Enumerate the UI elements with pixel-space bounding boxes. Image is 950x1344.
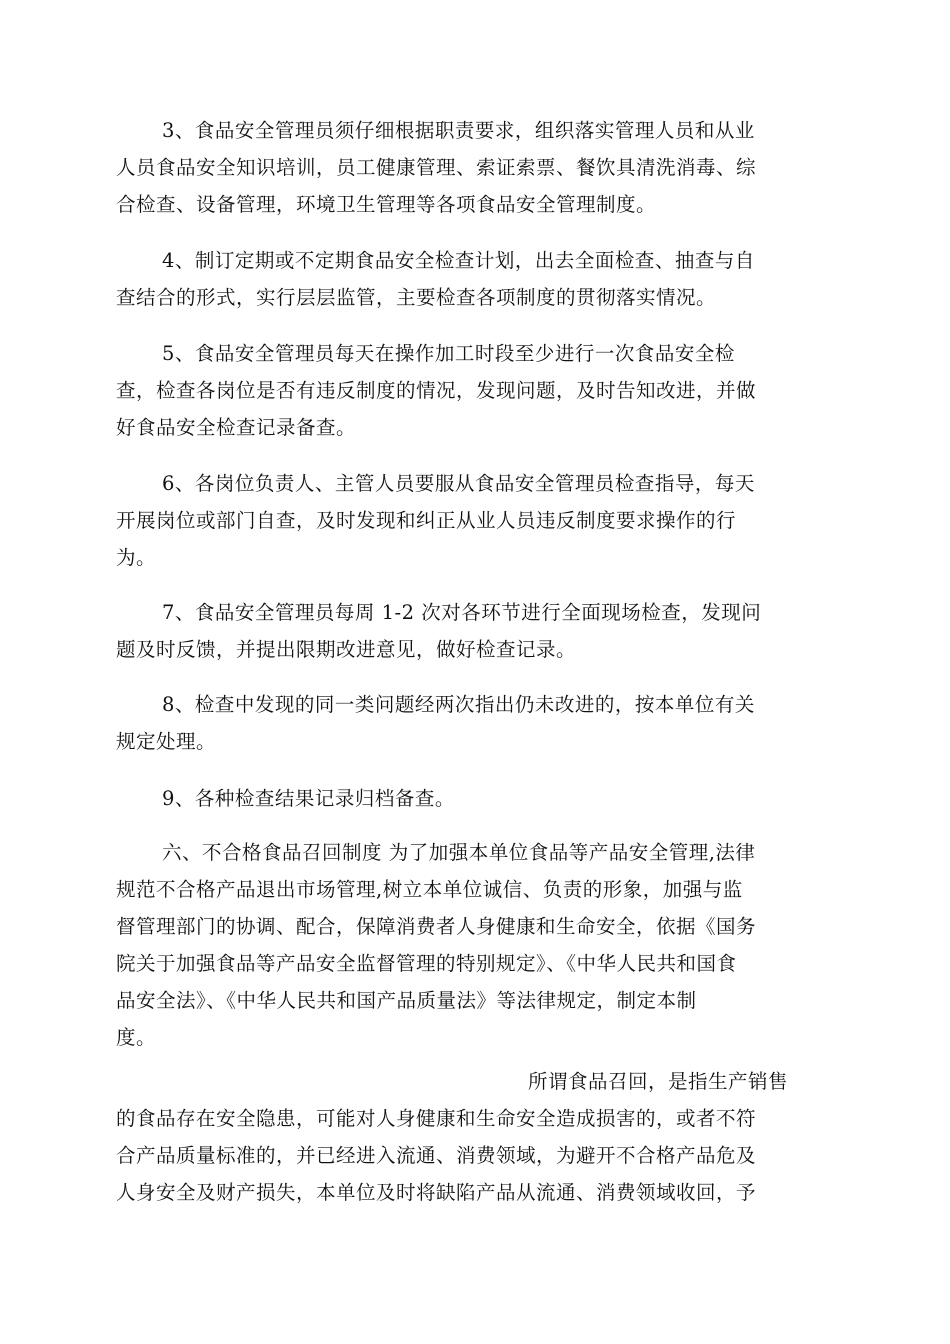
text-line: 院关于加强食品等产品安全监督管理的特别规定》、《中华人民共和国食 xyxy=(116,952,737,975)
text-line: 查，检查各岗位是否有违反制度的情况，发现问题，及时告知改进，并做 xyxy=(116,379,757,402)
paragraph-item-7 xyxy=(116,594,836,668)
text-line: 5、食品安全管理员每天在操作加工时段至少进行一次食品安全检 xyxy=(162,342,735,365)
text-line: 题及时反馈，并提出限期改进意见，做好检查记录。 xyxy=(116,638,577,661)
text-line: 好食品安全检查记录备查。 xyxy=(116,416,357,439)
text-line: 9、各种检查结果记录归档备查。 xyxy=(162,787,455,810)
text-line: 合产品质量标准的，并已经进入流通、消费领域，为避开不合格产品危及 xyxy=(116,1144,757,1167)
text-line: 6、各岗位负责人、主管人员要服从食品安全管理员检查指导，每天 xyxy=(162,472,755,495)
text-line: 所谓食品召回，是指生产销售 xyxy=(528,1070,789,1093)
text-line: 督管理部门的协调、配合，保障消费者人身健康和生命安全，依据《国务 xyxy=(116,915,757,938)
text-line: 开展岗位或部门自查，及时发现和纠正从业人员违反制度要求操作的行 xyxy=(116,509,737,532)
text-line: 合检查、设备管理，环境卫生管理等各项食品安全管理制度。 xyxy=(116,193,657,216)
text-line: 六、不合格食品召回制度 为了加强本单位食品等产品安全管理,法律 xyxy=(162,841,756,864)
text-line: 8、检查中发现的同一类问题经两次指出仍未改进的，按本单位有关 xyxy=(162,693,755,716)
text-line: 的食品存在安全隐患，可能对人身健康和生命安全造成损害的，或者不符 xyxy=(116,1107,757,1130)
paragraph-item-4 xyxy=(116,242,836,316)
text-line: 规范不合格产品退出市场管理,树立本单位诚信、负责的形象，加强与监 xyxy=(116,878,743,901)
text-line: 4、制订定期或不定期食品安全检查计划，出去全面检查、抽查与自 xyxy=(162,249,755,272)
text-line: 度。 xyxy=(116,1026,157,1049)
paragraph-item-9 xyxy=(116,780,836,817)
paragraph-item-5 xyxy=(116,335,836,446)
text-line: 7、食品安全管理员每周 1-2 次对各环节进行全面现场检查，发现问 xyxy=(162,601,762,624)
paragraph-item-3 xyxy=(116,112,836,223)
text-line: 查结合的形式，实行层层监管，主要检查各项制度的贯彻落实情况。 xyxy=(116,286,717,309)
text-line: 人员食品安全知识培训，员工健康管理、索证索票、餐饮具清洗消毒、综 xyxy=(116,156,757,179)
paragraph-item-8 xyxy=(116,686,836,760)
text-line: 品安全法》、《中华人民共和国产品质量法》等法律规定，制定本制 xyxy=(116,989,697,1012)
text-line: 人身安全及财产损失，本单位及时将缺陷产品从流通、消费领域收回，予 xyxy=(116,1181,757,1204)
paragraph-item-6 xyxy=(116,465,836,576)
text-line: 为。 xyxy=(116,546,157,569)
paragraph-recall-definition xyxy=(116,1063,836,1211)
paragraph-recall-policy xyxy=(116,834,836,1056)
text-line: 3、食品安全管理员须仔细根据职责要求，组织落实管理人员和从业 xyxy=(162,119,755,142)
text-line: 规定处理。 xyxy=(116,730,217,753)
